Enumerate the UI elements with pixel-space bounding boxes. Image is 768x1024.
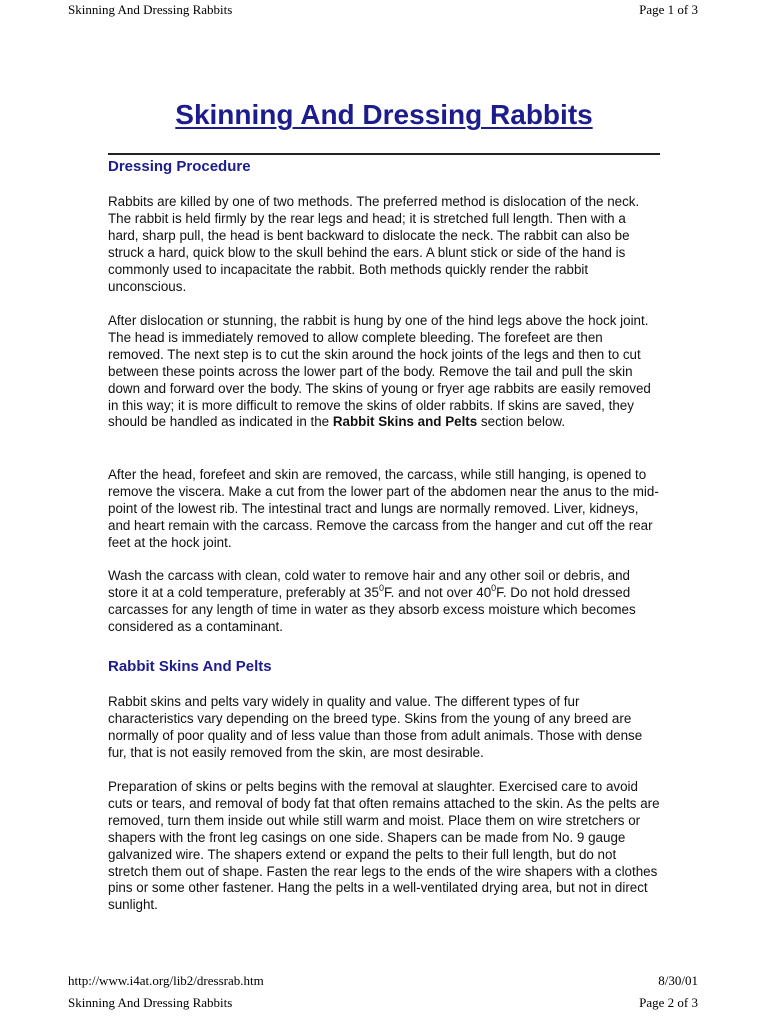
next-page-label: Page 2 of 3 [639, 995, 698, 1010]
paragraph-text-b: F. and not over 40 [383, 584, 492, 600]
paragraph-text-main: After dislocation or stunning, the rabbit is hung by one of the hind legs above the hock joint. The head is immediately removed to allow complete bleeding. The forefeet are then removed. The next step is to cut the skin around the hock joints of the legs and then to cut between these points across the lower part of the body. Remove the tail and pull the skin down and forward over the body. The skins of young or fryer age rabbits are easily removed in this way; it is more difficult to remove the skins of older rabbits. If skins are saved, they should be handled as indicated in the [108, 313, 651, 430]
footer-date: 8/30/01 [658, 973, 698, 988]
header-page-label: Page 1 of 3 [639, 2, 698, 17]
paragraph-text: After the head, forefeet and skin are removed, the carcass, while still hanging, is opened to remove the viscera. Make a cut from the lower part of the abdomen near the anus to the mid-point of the lowest rib. The intestinal tract and lungs are normally removed. Liver, kidneys, and heart remain with the carcass. Remove the carcass from the hanger and cut off the rear feet at the hock joint. [108, 467, 659, 550]
paragraph-dressing-2 [108, 313, 660, 431]
paragraph-text: Preparation of skins or pelts begins with the removal at slaughter. Exercised care to avoid cuts or tears, and removal of body fat that often remains attached to the skin. As the pelts are removed, turn them inside out while still warm and moist. Place them on wire stretchers or shapers with the front leg casings on one side. Shapers can be made from No. 9 gauge galvanized wire. The shapers extend or expand the pelts to their full length, but do not stretch them out of shape. Fasten the rear legs to the ends of the wire shapers with a clothes pins or some other fastener. Hang the pelts in a well-ventilated drying area, but not in direct sunlight. [108, 779, 660, 913]
paragraph-text-a: Wash the carcass with clean, cold water to remove hair and any other soil or debris, and store it at a cold temperature, preferably at 35 [108, 568, 630, 600]
title-divider [108, 153, 660, 155]
paragraph-text-c: F. Do not hold dressed carcasses for any length of time in water as they absorb excess moisture which becomes considered as a contaminant. [108, 584, 636, 634]
footer-url: http://www.i4at.org/lib2/dressrab.htm [68, 973, 264, 988]
section-reference-link-text: Rabbit Skins and Pelts [332, 414, 478, 430]
paragraph-text: Rabbit skins and pelts vary widely in quality and value. The different types of fur characteristics vary depending on the breed type. Skins from the young of any breed are normally of poor quality and of less value than those from adult animals. Those with dense fur, that is not easily removed from the skin, are most desirable. [108, 694, 643, 760]
page-title-text: Skinning And Dressing Rabbits [175, 99, 593, 130]
paragraph-text [108, 313, 660, 431]
page-title [0, 98, 768, 132]
header-doc-title: Skinning And Dressing Rabbits [68, 2, 233, 17]
paragraph-text [108, 568, 660, 636]
paragraph-text-tail: section below. [477, 414, 566, 430]
paragraph-skins-1 [108, 694, 660, 762]
next-page-doc-title: Skinning And Dressing Rabbits [68, 995, 233, 1010]
section-heading-dressing: Dressing Procedure [108, 158, 251, 175]
paragraph-dressing-3 [108, 467, 660, 552]
paragraph-skins-2 [108, 779, 660, 914]
degree-superscript: 0 [491, 582, 497, 593]
paragraph-dressing-1 [108, 194, 660, 295]
paragraph-text: Rabbits are killed by one of two methods. The preferred method is dislocation of the neck. The rabbit is held firmly by the rear legs and head; it is stretched full length. Then with a hard, sharp pull, the head is bent backward to dislocate the neck. The rabbit can also be struck a hard, quick blow to the skull behind the ears. A blunt stick or side of the hand is commonly used to incapacitate the rabbit. Both methods quickly render the rabbit unconscious. [108, 194, 640, 294]
section-heading-skins: Rabbit Skins And Pelts [108, 658, 272, 675]
paragraph-dressing-4 [108, 568, 660, 636]
degree-superscript: 0 [378, 582, 384, 593]
